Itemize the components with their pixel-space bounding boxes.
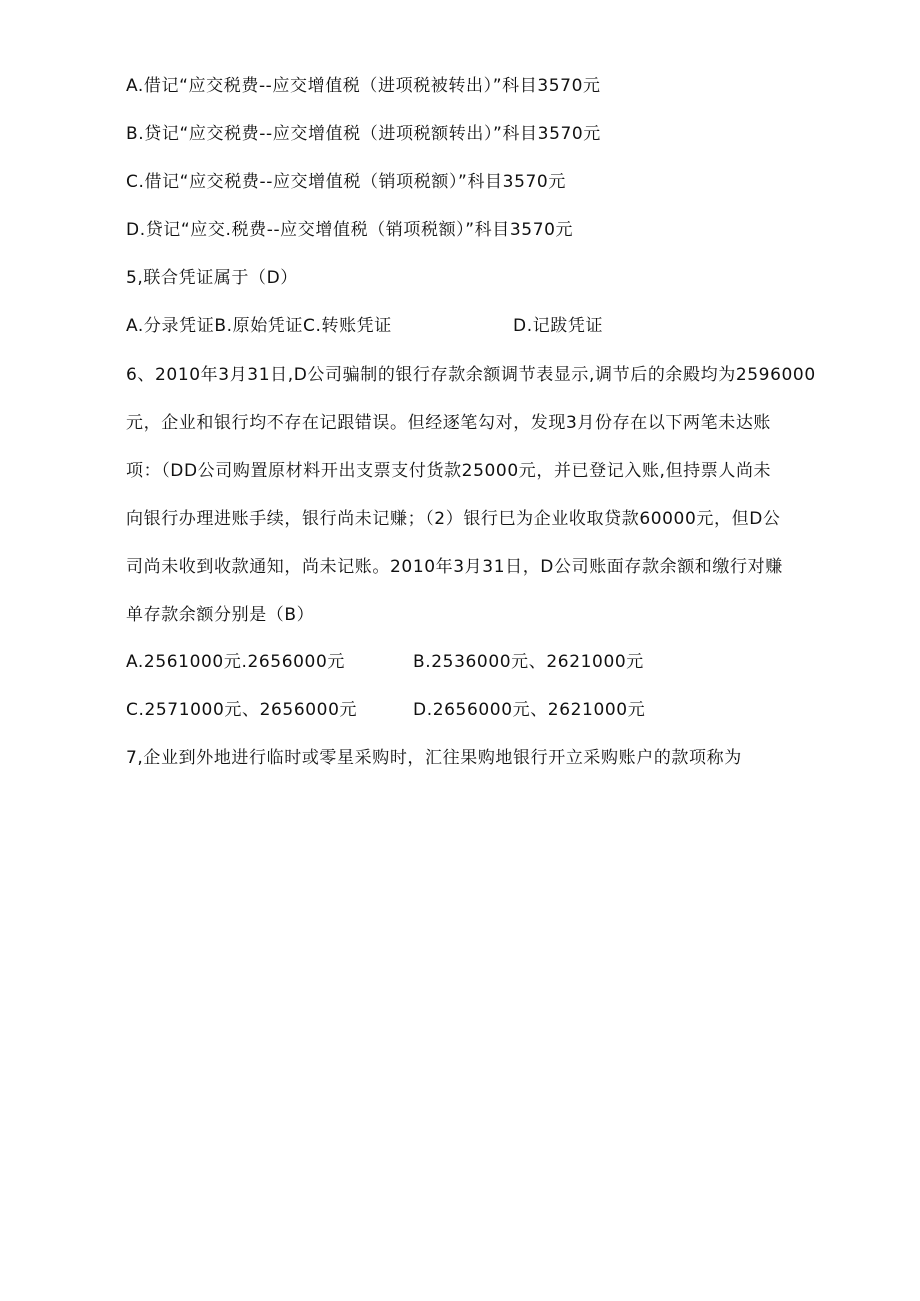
q6-options-row-2 bbox=[126, 698, 686, 722]
q4-option-c: C.借记“应交税费--应交增值税（销项税额）”科目3570元 bbox=[126, 172, 566, 192]
q7-stem: 7,企业到外地进行临时或零星采购时，汇往果购地银行开立采购账户的款项称为 bbox=[126, 748, 742, 768]
q5-options bbox=[126, 314, 604, 338]
q4-option-d: D.贷记“应交.税费--应交增值税（销项税额）”科目3570元 bbox=[126, 220, 574, 240]
q6-option-b: B.2536000元、2621000元 bbox=[413, 652, 644, 672]
q4-option-a: A.借记“应交税费--应交增值税（进项税被转出）”科目3570元 bbox=[126, 76, 601, 96]
q6-stem-line: 司尚未收到收款通知，尚未记账。2010年3月31日，D公司账面存款余额和缴行对赚 bbox=[126, 557, 783, 577]
q6-stem-line: 向银行办理进账手续，银行尚未记赚；（2）银行巳为企业收取贷款60000元，但D公 bbox=[126, 509, 781, 529]
q6-stem-line: 元，企业和银行均不存在记跟错误。但经逐笔勾对，发现3月份存在以下两笔未达账 bbox=[126, 413, 772, 433]
q6-option-d: D.2656000元、2621000元 bbox=[413, 700, 646, 720]
q5-stem: 5,联合凭证属于（D） bbox=[126, 268, 298, 288]
q6-option-a: A.2561000元.2656000元 bbox=[126, 652, 345, 672]
q5-options-abc: A.分录凭证B.原始凭证C.转账凭证 bbox=[126, 316, 392, 336]
q6-stem bbox=[126, 351, 861, 639]
q6-stem-line: 6、2010年3月31日,D公司骗制的银行存款余额调节表显示,调节后的余殿均为2596000 bbox=[126, 365, 816, 385]
q6-stem-line: 项：（DD公司购置原材料开出支票支付货款25000元，并已登记入账,但持票人尚未 bbox=[126, 461, 772, 481]
q6-stem-line: 单存款余额分别是（B） bbox=[126, 605, 315, 625]
q6-options-row-1 bbox=[126, 650, 686, 674]
q5-option-d: D.记跋凭证 bbox=[513, 316, 604, 336]
q6-option-c: C.2571000元、2656000元 bbox=[126, 700, 358, 720]
q4-option-b: B.贷记“应交税费--应交增值税（进项税额转出）”科目3570元 bbox=[126, 124, 601, 144]
